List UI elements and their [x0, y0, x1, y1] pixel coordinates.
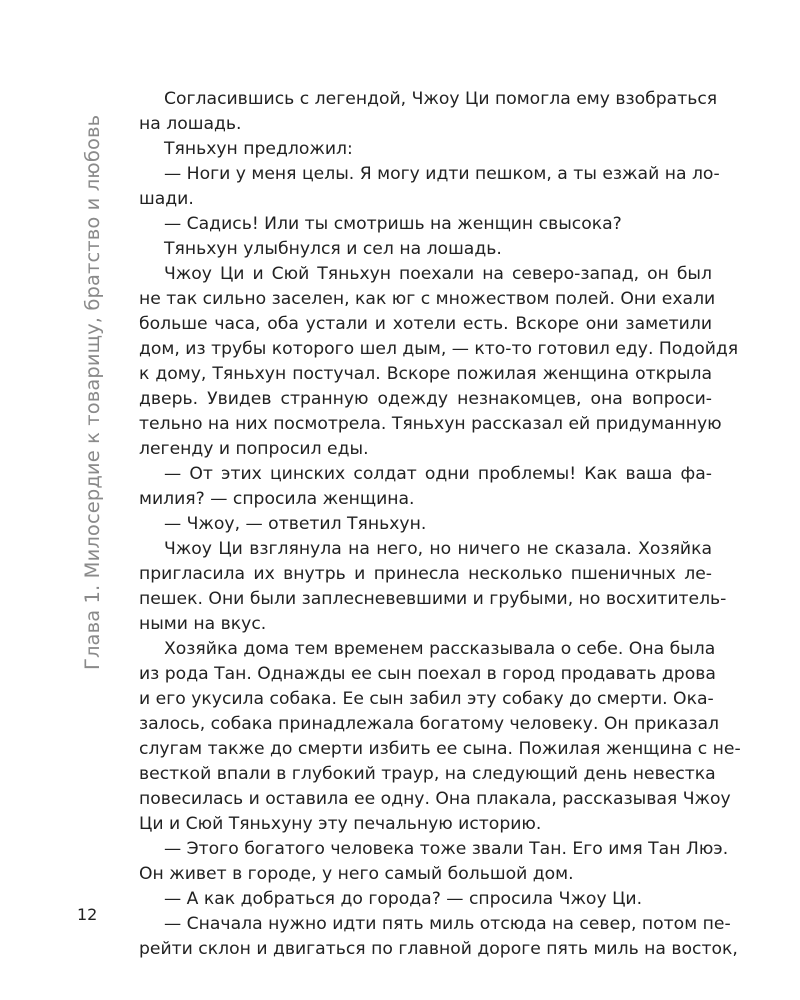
text-line: легенду и попросил еды.	[139, 439, 369, 459]
text-line: Согласившись с легендой, Чжоу Ци помогла ему взобраться	[164, 89, 718, 109]
text-line: не так сильно заселен, как юг с множеством полей. Они ехали	[139, 289, 716, 309]
text-line: милия? — спросила женщина.	[139, 489, 415, 509]
text-line: — Ноги у меня целы. Я могу идти пешком, а ты езжай на ло-	[164, 164, 720, 184]
text-line: тельно на них посмотрела. Тяньхун рассказал ей придуманную	[139, 414, 722, 434]
text-line: — Этого богатого человека тоже звали Тан. Его имя Тан Люэ.	[164, 839, 729, 859]
text-line: и его укусила собака. Ее сын забил эту собаку до смерти. Ока-	[139, 689, 714, 709]
text-line: — А как добраться до города? — спросила Чжоу Ци.	[164, 889, 643, 909]
text-line: дверь. Увидев странную одежду незнакомцев, она вопроси-	[139, 389, 712, 409]
text-line: дом, из трубы которого шел дым, — кто-то готовил еду. Подойдя	[139, 339, 739, 359]
text-line: — Чжоу, — ответил Тяньхун.	[164, 514, 427, 534]
text-line: — Сначала нужно идти пять миль отсюда на север, потом пе-	[164, 914, 731, 934]
text-line: слугам также до смерти избить ее сына. Пожилая женщина с не-	[139, 739, 741, 759]
text-line: к дому, Тяньхун постучал. Вскоре пожилая женщина открыла	[139, 364, 712, 384]
text-line: пешек. Они были заплесневевшими и грубыми, но восхититель-	[139, 589, 727, 609]
running-head: Глава 1. Милосердие к товарищу, братство и любовь	[81, 114, 104, 670]
text-line: больше часа, оба устали и хотели есть. Вскоре они заметили	[139, 314, 712, 334]
text-line: пригласила их внутрь и принесла несколько пшеничных ле-	[139, 564, 712, 584]
page-number: 12	[77, 905, 98, 924]
text-line: на лошадь.	[139, 114, 242, 134]
text-line: Хозяйка дома тем временем рассказывала о себе. Она была	[164, 639, 716, 659]
text-line: Тяньхун улыбнулся и сел на лошадь.	[164, 239, 502, 259]
text-line: шади.	[139, 189, 194, 209]
text-line: ными на вкус.	[139, 614, 267, 634]
text-line: — От этих цинских солдат одни проблемы! Как ваша фа-	[164, 464, 712, 484]
text-line: Ци и Сюй Тяньхуну эту печальную историю.	[139, 814, 542, 834]
text-line: Чжоу Ци и Сюй Тяньхун поехали на северо-запад, он был	[164, 264, 712, 284]
text-line: Тяньхун предложил:	[164, 139, 353, 159]
text-line: Он живет в городе, у него самый большой дом.	[139, 864, 574, 884]
text-line: залось, собака принадлежала богатому человеку. Он приказал	[139, 714, 720, 734]
text-line: весткой впали в глубокий траур, на следующий день невестка	[139, 764, 716, 784]
text-line: из рода Тан. Однажды ее сын поехал в город продавать дрова	[139, 664, 716, 684]
text-line: рейти склон и двигаться по главной дороге пять миль на восток,	[139, 939, 738, 959]
body-text	[139, 87, 741, 962]
text-line: Чжоу Ци взглянула на него, но ничего не сказала. Хозяйка	[164, 539, 712, 559]
text-line: повесилась и оставила ее одну. Она плакала, рассказывая Чжоу	[139, 789, 731, 809]
text-line: — Садись! Или ты смотришь на женщин свысока?	[164, 214, 622, 234]
